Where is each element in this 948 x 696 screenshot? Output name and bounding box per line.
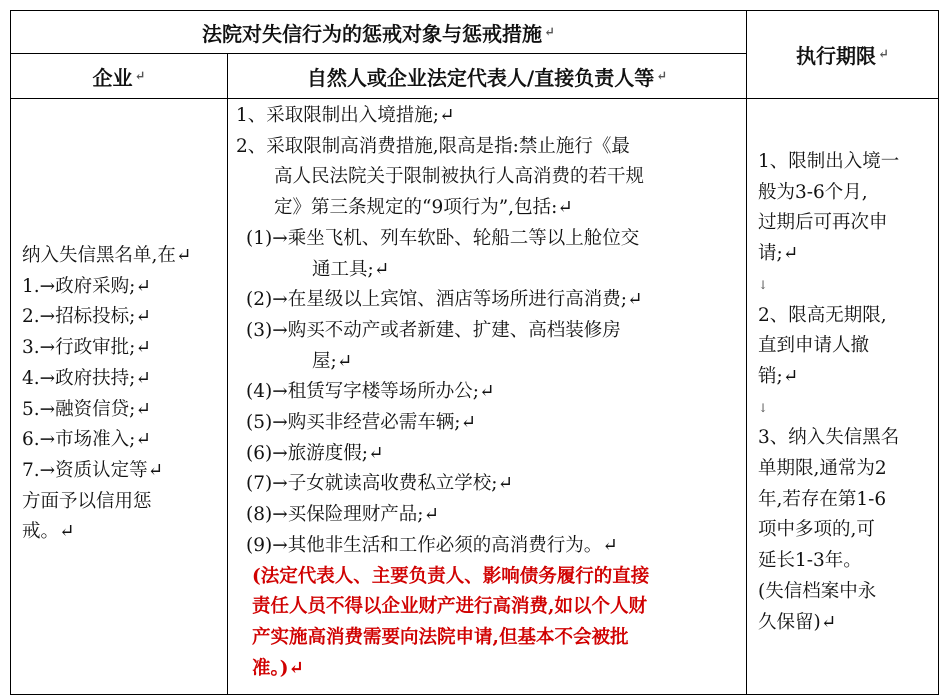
period-line: 销;↵ xyxy=(758,365,799,387)
period-line: 单期限,通常为2 xyxy=(758,458,887,480)
measure-line: (9)→其他非生活和工作必须的高消费行为。↵ xyxy=(246,534,618,556)
measure-line: 2、采取限制高消费措施,限高是指:禁止施行《最 xyxy=(236,135,630,157)
enterprise-line: 3.→行政审批;↵ xyxy=(22,337,151,359)
border-left xyxy=(10,10,11,695)
measure-line: 定》第三条规定的“9项行为”,包括:↵ xyxy=(274,197,573,219)
measure-line: (2)→在星级以上宾馆、酒店等场所进行高消费;↵ xyxy=(246,289,643,311)
enterprise-line: 戒。↵ xyxy=(22,521,75,543)
measure-line: 屋;↵ xyxy=(312,350,353,372)
paragraph-mark: ↵ xyxy=(878,47,889,62)
paragraph-mark: ↵ xyxy=(134,68,146,84)
person-measures xyxy=(236,101,741,684)
measure-line: 高人民法院关于限制被执行人高消费的若干规 xyxy=(274,166,645,188)
measure-line: (5)→购买非经营必需车辆;↵ xyxy=(246,412,476,434)
person-header xyxy=(228,54,746,98)
period-line: 3、纳入失信黑名 xyxy=(758,427,900,449)
measure-line: (8)→买保险理财产品;↵ xyxy=(246,504,439,526)
period-details xyxy=(758,147,936,638)
period-line: 请;↵ xyxy=(758,243,799,265)
period-line: 年,若存在第1-6 xyxy=(758,488,887,510)
enterprise-line: 5.→融资信贷;↵ xyxy=(22,398,151,420)
enterprise-line: 7.→资质认定等↵ xyxy=(22,459,164,481)
border-header-bottom xyxy=(10,98,939,99)
period-line: 般为3-6个月, xyxy=(758,181,868,203)
enterprise-line: 1.→政府采购;↵ xyxy=(22,275,151,297)
table-title-text: 法院对失信行为的惩戒对象与惩戒措施 xyxy=(202,21,543,46)
measure-note-line: (法定代表人、主要负责人、影响债务履行的直接 xyxy=(252,565,650,587)
measure-line: (4)→租赁写字楼等场所办公;↵ xyxy=(246,381,495,403)
period-line: 1、限制出入境一 xyxy=(758,151,900,172)
period-line: 延长1-3年。 xyxy=(758,550,862,572)
period-line: 过期后可再次申 xyxy=(758,212,888,234)
period-line: ↓ xyxy=(758,400,769,415)
border-bottom xyxy=(10,694,939,695)
measure-line: (6)→旅游度假;↵ xyxy=(246,442,384,464)
measure-line: 通工具;↵ xyxy=(312,258,390,280)
enterprise-line: 4.→政府扶持;↵ xyxy=(22,367,151,389)
measure-line: (7)→子女就读高收费私立学校;↵ xyxy=(246,473,513,495)
period-line: 直到申请人撤 xyxy=(758,335,870,357)
border-right xyxy=(938,10,939,695)
period-header xyxy=(747,11,938,98)
measure-note-line: 责任人员不得以企业财产进行高消费,如以个人财 xyxy=(252,596,647,618)
enterprise-line: 方面予以信用惩 xyxy=(22,490,152,512)
period-header-text: 执行期限 xyxy=(796,44,877,68)
measure-note-line: 产实施高消费需要向法院申请,但基本不会被批 xyxy=(252,626,629,648)
measure-note-line: 准。)↵ xyxy=(252,657,305,679)
enterprise-header xyxy=(11,54,227,98)
measure-line: 1、采取限制出入境措施;↵ xyxy=(236,105,455,126)
table-title xyxy=(11,11,746,53)
period-line: 项中多项的,可 xyxy=(758,519,875,541)
paragraph-mark: ↵ xyxy=(544,24,555,40)
period-line: (失信档案中永 xyxy=(758,580,877,602)
border-col2 xyxy=(746,10,747,695)
measure-line: (1)→乘坐飞机、列车软卧、轮船二等以上舱位交 xyxy=(246,227,640,249)
border-col1 xyxy=(227,53,228,695)
enterprise-line: 6.→市场准入;↵ xyxy=(22,429,151,451)
paragraph-mark: ↵ xyxy=(656,68,668,84)
enterprise-line: 2.→招标投标;↵ xyxy=(22,306,151,328)
period-line: 久保留)↵ xyxy=(758,611,837,633)
period-line: ↓ xyxy=(758,277,769,292)
person-header-text: 自然人或企业法定代表人/直接负责人等 xyxy=(306,65,655,90)
period-line: 2、限高无期限, xyxy=(758,304,887,326)
measure-line: (3)→购买不动产或者新建、扩建、高档装修房 xyxy=(246,319,621,341)
enterprise-line: 纳入失信黑名单,在↵ xyxy=(22,245,192,266)
enterprise-measures xyxy=(22,241,222,548)
enterprise-header-text: 企业 xyxy=(92,65,133,90)
